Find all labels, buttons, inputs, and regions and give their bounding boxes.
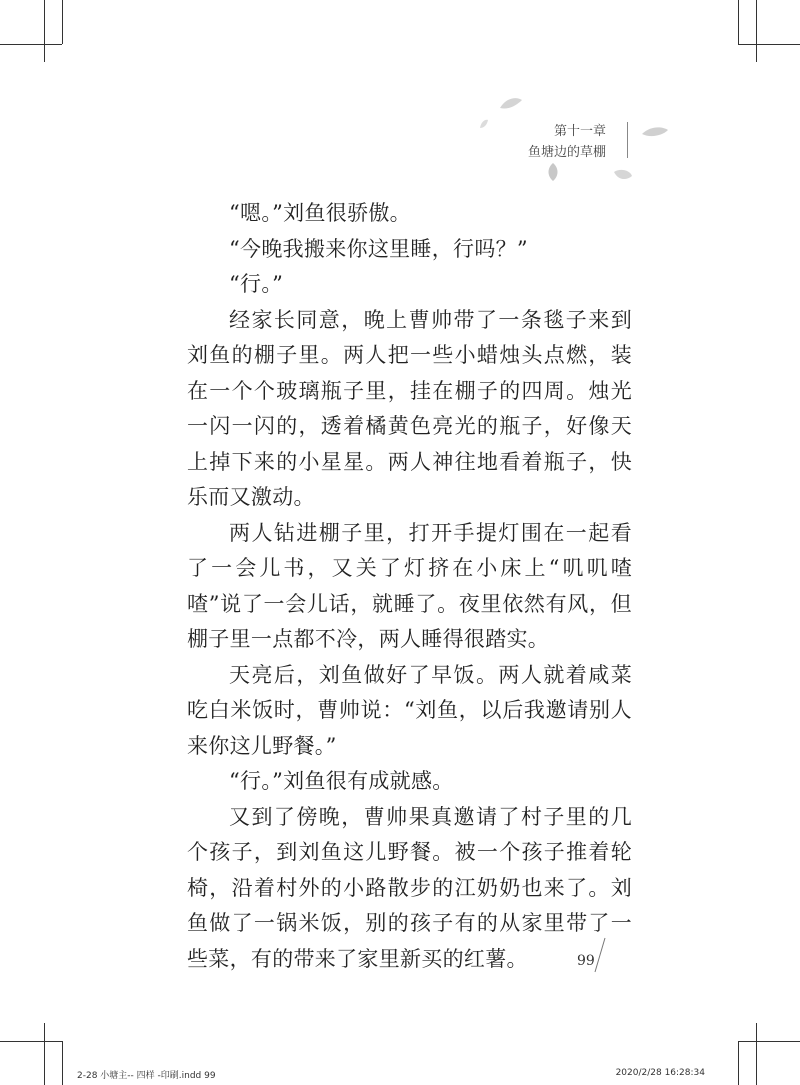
crop-mark (756, 0, 757, 62)
crop-mark (62, 1041, 63, 1085)
paragraph: “嗯。”刘鱼很骄傲。 (229, 201, 411, 225)
petal-decoration (640, 124, 670, 140)
crop-mark (756, 1023, 757, 1085)
crop-mark (44, 1023, 45, 1085)
footer-timestamp: 2020/2/28 16:28:34 (615, 1068, 705, 1078)
paragraph: 两人钻进棚子里，打开手提灯围在一起看了一会儿书，又关了灯挤在小床上“叽叽喳喳”说了一会儿话，就睡了。夜里依然有风，但棚子里一点都不冷，两人睡得很踏实。 (187, 520, 632, 651)
page-number-slash (593, 937, 607, 973)
page-number: 99 (577, 953, 595, 969)
petal-decoration (498, 96, 524, 112)
paragraph: 又到了傍晚，曹帅果真邀请了村子里的几个孩子，到刘鱼这儿野餐。被一个孩子推着轮椅，沿着村外的小路散步的江奶奶也来了。刘鱼做了一锅米饭，别的孩子有的从家里带了一些菜，有的带来了家里新买的红薯。 (187, 804, 632, 971)
paragraph: “行。” (229, 272, 284, 296)
crop-mark (0, 1041, 62, 1042)
petal-decoration (612, 168, 634, 182)
footer-file-info: 2-28 小塘主-- 四样 -印刷.indd 99 (77, 1071, 216, 1081)
chapter-title: 鱼塘边的草棚 (527, 145, 606, 160)
crop-mark (738, 1041, 800, 1042)
paragraph: “今晚我搬来你这里睡，行吗？” (229, 236, 528, 261)
crop-mark (44, 0, 45, 62)
body-text (187, 196, 632, 977)
crop-mark (738, 44, 800, 45)
chapter-number: 第十一章 (553, 124, 606, 139)
header-divider (627, 122, 628, 158)
crop-mark (738, 1041, 739, 1085)
petal-decoration (545, 162, 561, 182)
paragraph: “行。”刘鱼很有成就感。 (229, 769, 454, 793)
crop-mark (62, 0, 63, 44)
running-header (528, 121, 616, 163)
petal-decoration (478, 118, 490, 130)
paragraph: 经家长同意，晚上曹帅带了一条毯子来到刘鱼的棚子里。两人把一些小蜡烛头点燃，装在一个个玻璃瓶子里，挂在棚子的四周。烛光一闪一闪的，透着橘黄色亮光的瓶子，好像天上掉下来的小星星。两人神往地看着瓶子，快乐而又激动。 (187, 307, 632, 509)
crop-mark (0, 44, 62, 45)
crop-mark (738, 0, 739, 44)
paragraph: 天亮后，刘鱼做好了早饭。两人就着咸菜吃白米饭时，曹帅说：“刘鱼，以后我邀请别人来你这儿野餐。” (187, 662, 632, 758)
